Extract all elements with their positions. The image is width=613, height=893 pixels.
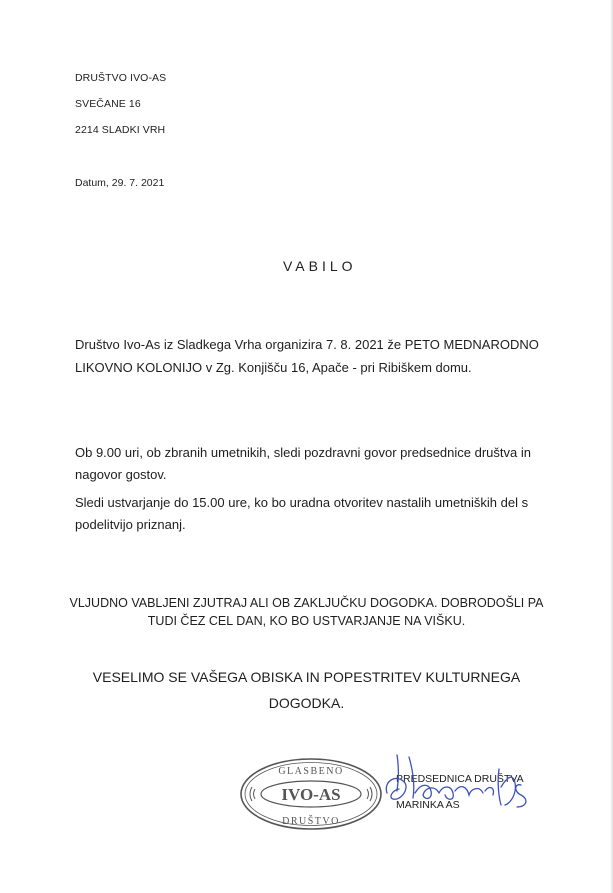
document-date: Datum, 29. 7. 2021: [75, 177, 165, 189]
sender-org-name: DRUŠTVO IVO-AS: [75, 72, 167, 84]
paragraph1-line: Društvo Ivo-As iz Sladkega Vrha organizira 7. 8. 2021 že PETO MEDNARODNO: [75, 337, 539, 352]
society-stamp: [238, 756, 384, 832]
signature-graphic: [375, 743, 550, 823]
document-title: VABILO: [283, 258, 357, 274]
stamp-bottom-text: DRUŠTVO: [282, 816, 340, 827]
paragraph1-line: LIKOVNO KOLONIJO v Zg. Konjišču 16, Apače - pri Ribiškem domu.: [75, 360, 472, 375]
paragraph2-line: nagovor gostov.: [75, 467, 167, 482]
signatory-name: MARINKA AS: [396, 799, 460, 811]
stamp-graphic: [238, 756, 384, 832]
handwritten-signature: [375, 743, 550, 823]
paragraph3-line: Sledi ustvarjanje do 15.00 ure, ko bo uradna otvoritev nastalih umetniških del s: [75, 495, 529, 510]
sender-street: SVEČANE 16: [75, 98, 141, 110]
stamp-left-ornament: [250, 787, 255, 801]
closing-line: DOGODKA.: [268, 695, 345, 711]
stamp-right-ornament: [367, 787, 372, 801]
stamp-top-text: GLASBENO: [278, 766, 344, 777]
invitation-line: TUDI ČEZ CEL DAN, KO BO USTVARJANJE NA VIŠKU.: [147, 614, 466, 628]
stamp-center-text: IVO-AS: [281, 785, 341, 804]
paragraph2-line: Ob 9.00 uri, ob zbranih umetnikih, sledi pozdravni govor predsednice društva in: [75, 445, 531, 460]
closing-line: VESELIMO SE VAŠEGA OBISKA IN POPESTRITEV KULTURNEGA: [92, 669, 521, 685]
signatory-role: PREDSEDNICA DRUŠTVA: [396, 773, 524, 785]
invitation-line: VLJUDNO VABLJENI ZJUTRAJ ALI OB ZAKLJUČKU DOGODKA. DOBRODOŠLI PA: [69, 596, 544, 610]
paragraph3-line: podelitvijo priznanj.: [75, 517, 186, 532]
sender-city: 2214 SLADKI VRH: [75, 124, 166, 136]
